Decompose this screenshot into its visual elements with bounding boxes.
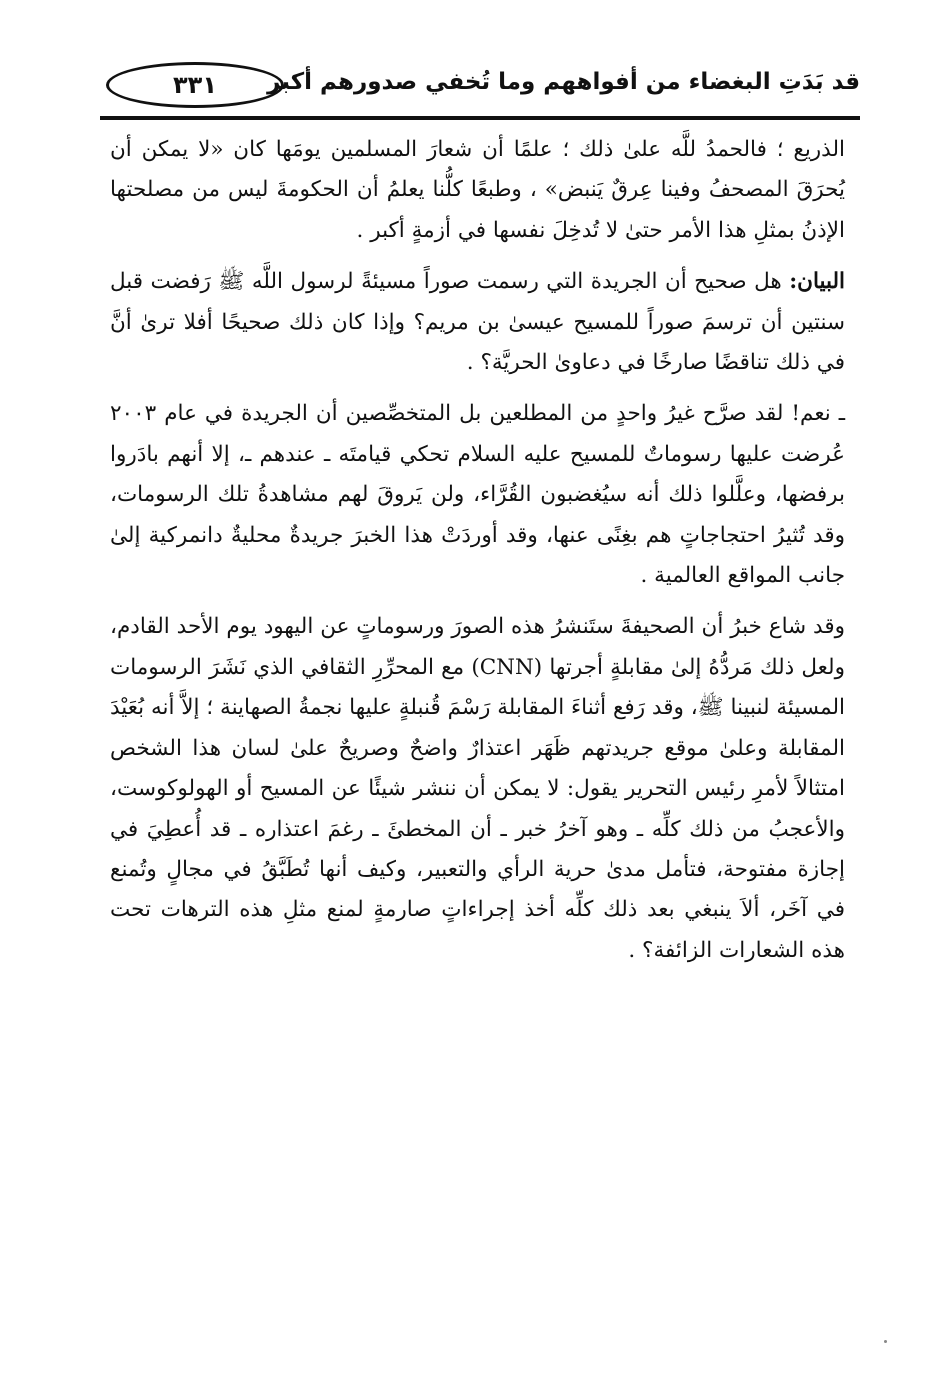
paragraph-text: الذريع ؛ فالحمدُ للَّه علىٰ ذلك ؛ علمًا أن شعارَ المسلمين يومَها كان «لا يمكن أن يُحرَقَ المصحفُ وفينا عِرقٌ يَنبض» ، وطبعًا كلُّنا يعلمُ أن الحكومةَ ليس من مصلحتها الإذنُ بمثلِ هذا الأمر حتىٰ لا تُدخِلَ نفسها في أزمةٍ أكبر .: [110, 137, 845, 243]
paragraph-3: [110, 394, 845, 596]
paragraph-text: وقد شاع خبرُ أن الصحيفةَ ستَنشرُ هذه الصورَ ورسوماتٍ عن اليهود يوم الأحد القادم، ولعل ذلك مَردُّهُ إلىٰ مقابلةٍ أجرتها (CNN) مع المحرِّرِ الثقافي الذي نَشَرَ الرسومات المسيئة لنبينا ﷺ، وقد رَفع أثناءَ المقابلة رَسْمَ قُنبلةٍ عليها نجمةُ الصهاينة ؛ إلاَّ أنه بُعَيْدَ المقابلة وعلىٰ موقع جريدتهم ظَهَر اعتذارٌ واضحٌ وصريحٌ علىٰ لسان هذا الشخص امتثالاً لأمرِ رئيس التحرير يقول: لا يمكن أن ننشر شيئًا عن المسيح أو الهولوكوست، والأعجبُ من ذلك كلِّه ـ وهو آخرُ خبر ـ أن المخطئَ ـ رغمَ اعتذاره ـ قد أُعطِيَ في إجازة مفتوحة، فتأمل مدىٰ حرية الرأي والتعبير، وكيف أنها تُطَبَّقُ في مجالٍ وتُمنع في آخَر، ألاَ ينبغي بعد ذلك كلِّه أخذ إجراءاتٍ صارمةٍ لمنع مثلِ هذه الترهات تحت هذه الشعارات الزائفة؟ .: [110, 614, 845, 963]
running-title: قد بَدَتِ البغضاء من أفواههم وما تُخفي صدورهم أكبر: [267, 69, 860, 95]
header-rule: [100, 116, 860, 120]
speaker-label: البيان:: [789, 269, 845, 295]
paragraph-2: [110, 262, 845, 383]
body-text: [110, 130, 845, 971]
page-number-badge: [106, 62, 284, 108]
scan-speck: [884, 1340, 887, 1343]
page-number: ٣٣١: [173, 71, 217, 99]
paragraph-text: ـ نعم! لقد صرَّح غيرُ واحدٍ من المطلعين بل المتخصِّصين أن الجريدة في عام ٢٠٠٣ عُرضت عليها رسوماتٌ للمسيح عليه السلام تحكي قيامتَه ـ عندهم ـ، إلا أنهم بادَروا برفضها، وعلَّلوا ذلك أنه سيُغضبون القُرَّاء، ولن يَروقَ لهم مشاهدةُ تلك الرسومات، وقد تُثيرُ احتجاجاتٍ هم بغِنًى عنها، وقد أوردَتْ هذا الخبرَ جريدةٌ محليةٌ دانمركية إلىٰ جانب المواقع العالمية .: [110, 401, 845, 589]
running-header: [100, 58, 860, 120]
paragraph-1: [110, 130, 845, 251]
paragraph-4: [110, 607, 845, 971]
paragraph-text: هل صحيح أن الجريدة التي رسمت صوراً مسيئةً لرسول اللَّه ﷺ رَفضت قبل سنتين أن ترسمَ صوراً للمسيح عيسىٰ بن مريم؟ وإذا كان ذلك صحيحًا أفلا ترىٰ أنَّ في ذلك تناقضًا صارخًا في دعاوىٰ الحريَّة؟ .: [110, 269, 845, 376]
